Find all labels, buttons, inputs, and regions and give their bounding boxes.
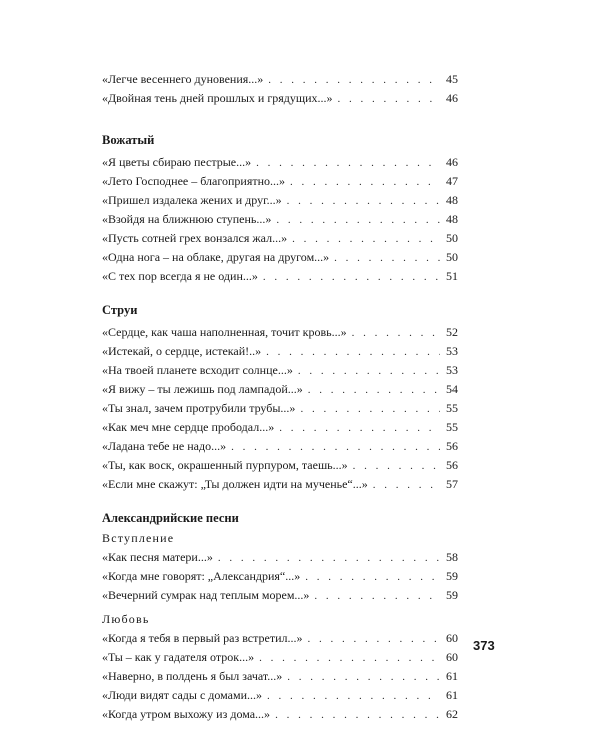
toc-entry-title: «Ты – как у гадателя отрок...» [102, 650, 255, 664]
toc-entry-title: «Двойная тень дней прошлых и грядущих...» [102, 91, 333, 105]
toc-entry-title: «Как песня матери...» [102, 550, 213, 564]
toc-entry-page: 59 [446, 569, 458, 583]
toc-entry-page: 58 [446, 550, 458, 564]
dot-leader [275, 706, 440, 725]
toc-entry-page: 61 [446, 669, 458, 683]
toc-entry-page: 48 [446, 212, 458, 226]
toc-entry-title: «Когда мне говорят: „Александрия“...» [102, 569, 301, 583]
dot-leader [287, 668, 440, 687]
toc-section-alexandria [102, 508, 458, 724]
toc-entry-title: «Ладана тебе не надо...» [102, 439, 227, 453]
toc-entry [102, 418, 458, 437]
toc-entry-title: «Если мне скажут: „Ты должен идти на мученье“...» [102, 477, 368, 491]
dot-leader [266, 343, 440, 362]
toc-entry [102, 210, 458, 229]
section-heading: Струи [102, 303, 138, 317]
toc-entry-page: 51 [446, 269, 458, 283]
toc-entry-title: «Люди видят сады с домами...» [102, 688, 263, 702]
toc-entry [102, 267, 458, 286]
toc-entry-page: 52 [446, 325, 458, 339]
page-number: 373 [473, 638, 495, 653]
dot-leader [334, 249, 440, 268]
toc-entry-page: 60 [446, 650, 458, 664]
dot-leader [263, 268, 440, 287]
dot-leader [338, 90, 440, 109]
toc-entry [102, 248, 458, 267]
toc-entry [102, 705, 458, 724]
toc-group-intro [102, 70, 458, 108]
dot-leader [231, 438, 440, 457]
toc-entry-page: 46 [446, 155, 458, 169]
toc-entry [102, 323, 458, 342]
toc-entry-title: «Взойдя на ближнюю ступень...» [102, 212, 272, 226]
toc-entry [102, 70, 458, 89]
toc-entry-title: «Лето Господнее – благоприятно...» [102, 174, 286, 188]
toc-entry [102, 567, 458, 586]
dot-leader [308, 630, 440, 649]
toc-entry [102, 475, 458, 494]
toc-entry [102, 648, 458, 667]
dot-leader [279, 419, 440, 438]
toc-entry [102, 229, 458, 248]
toc-section-strui [102, 300, 458, 494]
section-heading: Александрийские песни [102, 511, 239, 525]
toc-entry-title: «Ты, как воск, окрашенный пурпуром, таешь...» [102, 458, 348, 472]
toc-entry-title: «Я цветы сбираю пестрые...» [102, 155, 252, 169]
dot-leader [314, 587, 440, 606]
toc-entry [102, 548, 458, 567]
dot-leader [308, 381, 440, 400]
toc-entry-title: «Сердце, как чаша наполненная, точит кровь...» [102, 325, 347, 339]
toc-entry [102, 629, 458, 648]
dot-leader [298, 362, 440, 381]
table-of-contents [102, 70, 458, 724]
toc-entry-page: 50 [446, 250, 458, 264]
toc-entry-page: 56 [446, 439, 458, 453]
toc-entry-page: 60 [446, 631, 458, 645]
toc-entry-title: «Когда я тебя в первый раз встретил...» [102, 631, 303, 645]
toc-entry-page: 62 [446, 707, 458, 721]
toc-entry-page: 54 [446, 382, 458, 396]
subsection-heading: Любовь [102, 612, 150, 626]
dot-leader [300, 400, 440, 419]
toc-entry-page: 47 [446, 174, 458, 188]
toc-entry-title: «Пришел издалека жених и друг...» [102, 193, 282, 207]
toc-entry [102, 399, 458, 418]
toc-entry-title: «Одна нога – на облаке, другая на другом...» [102, 250, 330, 264]
dot-leader [268, 71, 440, 90]
dot-leader [218, 549, 440, 568]
dot-leader [287, 192, 440, 211]
dot-leader [256, 154, 440, 173]
dot-leader [259, 649, 440, 668]
section-heading: Вожатый [102, 133, 155, 147]
dot-leader [290, 173, 440, 192]
toc-entry-title: «Ты знал, зачем протрубили трубы...» [102, 401, 296, 415]
toc-entry-title: «Наверно, в полдень я был зачат...» [102, 669, 283, 683]
toc-entry [102, 191, 458, 210]
toc-entry [102, 437, 458, 456]
toc-entry [102, 153, 458, 172]
toc-entry-page: 55 [446, 401, 458, 415]
toc-entry [102, 667, 458, 686]
toc-entry-page: 46 [446, 91, 458, 105]
dot-leader [352, 324, 440, 343]
toc-entry-page: 45 [446, 72, 458, 86]
toc-entry-page: 56 [446, 458, 458, 472]
toc-entry [102, 380, 458, 399]
toc-entry-title: «Истекай, о сердце, истекай!..» [102, 344, 262, 358]
toc-entry [102, 686, 458, 705]
toc-entry-page: 55 [446, 420, 458, 434]
dot-leader [267, 687, 440, 706]
toc-entry-page: 59 [446, 588, 458, 602]
toc-entry-title: «Как меч мне сердце прободал...» [102, 420, 275, 434]
toc-entry [102, 586, 458, 605]
dot-leader [373, 476, 440, 495]
toc-entry-title: «Вечерний сумрак над теплым морем...» [102, 588, 310, 602]
toc-entry-title: «С тех пор всегда я не один...» [102, 269, 258, 283]
toc-entry-title: «Когда утром выхожу из дома...» [102, 707, 271, 721]
toc-entry [102, 172, 458, 191]
toc-entry [102, 89, 458, 108]
toc-entry-title: «Легче весеннего дуновения...» [102, 72, 264, 86]
toc-entry [102, 456, 458, 475]
dot-leader [276, 211, 440, 230]
toc-entry-title: «На твоей планете всходит солнце...» [102, 363, 293, 377]
toc-entry [102, 361, 458, 380]
toc-entry-page: 57 [446, 477, 458, 491]
toc-entry [102, 342, 458, 361]
toc-entry-page: 61 [446, 688, 458, 702]
toc-entry-page: 48 [446, 193, 458, 207]
toc-entry-page: 53 [446, 344, 458, 358]
dot-leader [305, 568, 440, 587]
toc-entry-page: 50 [446, 231, 458, 245]
subsection-heading: Вступление [102, 531, 175, 545]
toc-entry-page: 53 [446, 363, 458, 377]
toc-entry-title: «Я вижу – ты лежишь под лампадой...» [102, 382, 303, 396]
dot-leader [353, 457, 440, 476]
toc-section-vozhaty [102, 130, 458, 286]
dot-leader [292, 230, 440, 249]
toc-entry-title: «Пусть сотней грех вонзался жал...» [102, 231, 288, 245]
